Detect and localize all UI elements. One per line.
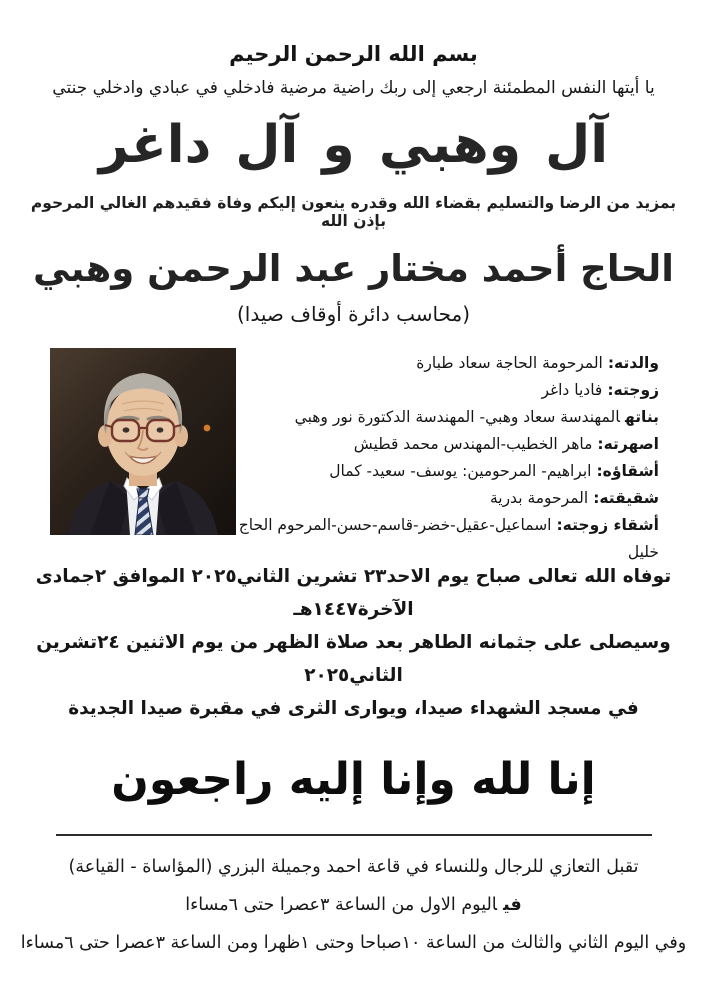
condolences-venue-line: تقبل التعازي للرجال وللنساء في قاعة احمد وجميلة البزري (المؤاساة - القياعة) [68,857,639,878]
family-row-sons-in-law [236,431,659,458]
family-value: فاديا داغر [541,380,603,399]
family-details-list [236,348,659,566]
family-row-daughters [236,404,659,431]
quran-verse-calligraphy: يا أيتها النفس المطمئنة ارجعي إلى ربك راضية مرضية فادخلي في عبادي وادخلي جنتي [52,78,655,98]
family-label: اصهرته: [597,434,659,453]
family-label: أشقاء زوجته: [556,515,659,534]
death-notice-line-1: توفاه الله تعالى صباح يوم الاحد٢٣ تشرين الثاني٢٠٢٥ الموافق ٢جمادى الآخرة١٤٤٧هـ [35,565,672,620]
death-notice-paragraph [30,560,677,725]
condolences-section [20,848,687,962]
family-label: أشقاؤه: [596,461,659,480]
family-value: المرحومة الحاجة سعاد طبارة [416,353,603,372]
family-row-brothers [236,458,659,485]
condolences-day1-rest: اليوم الاول من الساعة ٣عصرا حتى ٦مساءا [185,895,498,916]
family-label: والدته: [607,353,659,372]
death-notice-line-3: في مسجد الشهداء صيدا، ويوارى الثرى في مقبرة صيدا الجديدة [68,697,639,719]
family-info-section [50,348,659,561]
condolences-day2-3-line: وفي اليوم الثاني والثالث من الساعة ١٠صباحا وحتى ١ظهرا ومن الساعة ٣عصرا حتى ٦مساءا [20,933,687,954]
death-notice-line-2: وسيصلى على جثمانه الطاهر بعد صلاة الظهر من يوم الاثنين ٢٤تشرين الثاني٢٠٢٥ [36,631,671,686]
bismillah-calligraphy: بسم الله الرحمن الرحيم [229,42,478,66]
deceased-name: الحاج أحمد مختار عبد الرحمن وهبي [33,246,674,290]
horizontal-divider [56,834,652,836]
istirja-calligraphy: إنا لله وإنا إليه راجعون [111,753,596,805]
family-value: المرحومة بدرية [489,488,589,507]
family-names-title: آل وهبي و آل داغر [98,115,609,175]
family-label: بناته [624,407,659,426]
family-row-sister [236,485,659,512]
family-row-wife-brothers [236,512,659,566]
deceased-job-title: (محاسب دائرة أوقاف صيدا) [236,301,470,326]
condolences-day1-prefix: في [503,895,522,916]
family-value: اسماعيل-عقيل-خضر-قاسم-حسن-المرحوم الحاج خليل [238,515,659,561]
family-value: المهندسة سعاد وهبي- المهندسة الدكتورة نور وهبي [294,407,620,426]
family-label: شقيقته: [593,488,659,507]
family-value: ابراهيم- المرحومين: يوسف- سعيد- كمال [329,461,592,480]
family-value: ماهر الخطيب-المهندس محمد قطيش [353,434,593,453]
family-row-wife [236,377,659,404]
announcement-line: بمزيد من الرضا والتسليم بقضاء الله وقدره ينعون إليكم وفاة فقيدهم الغالي المرحوم بإذن الله [30,193,677,230]
condolences-day1-line [20,886,687,924]
deceased-portrait-photo [50,348,236,535]
family-label: زوجته: [607,380,659,399]
family-row-mother [236,350,659,377]
